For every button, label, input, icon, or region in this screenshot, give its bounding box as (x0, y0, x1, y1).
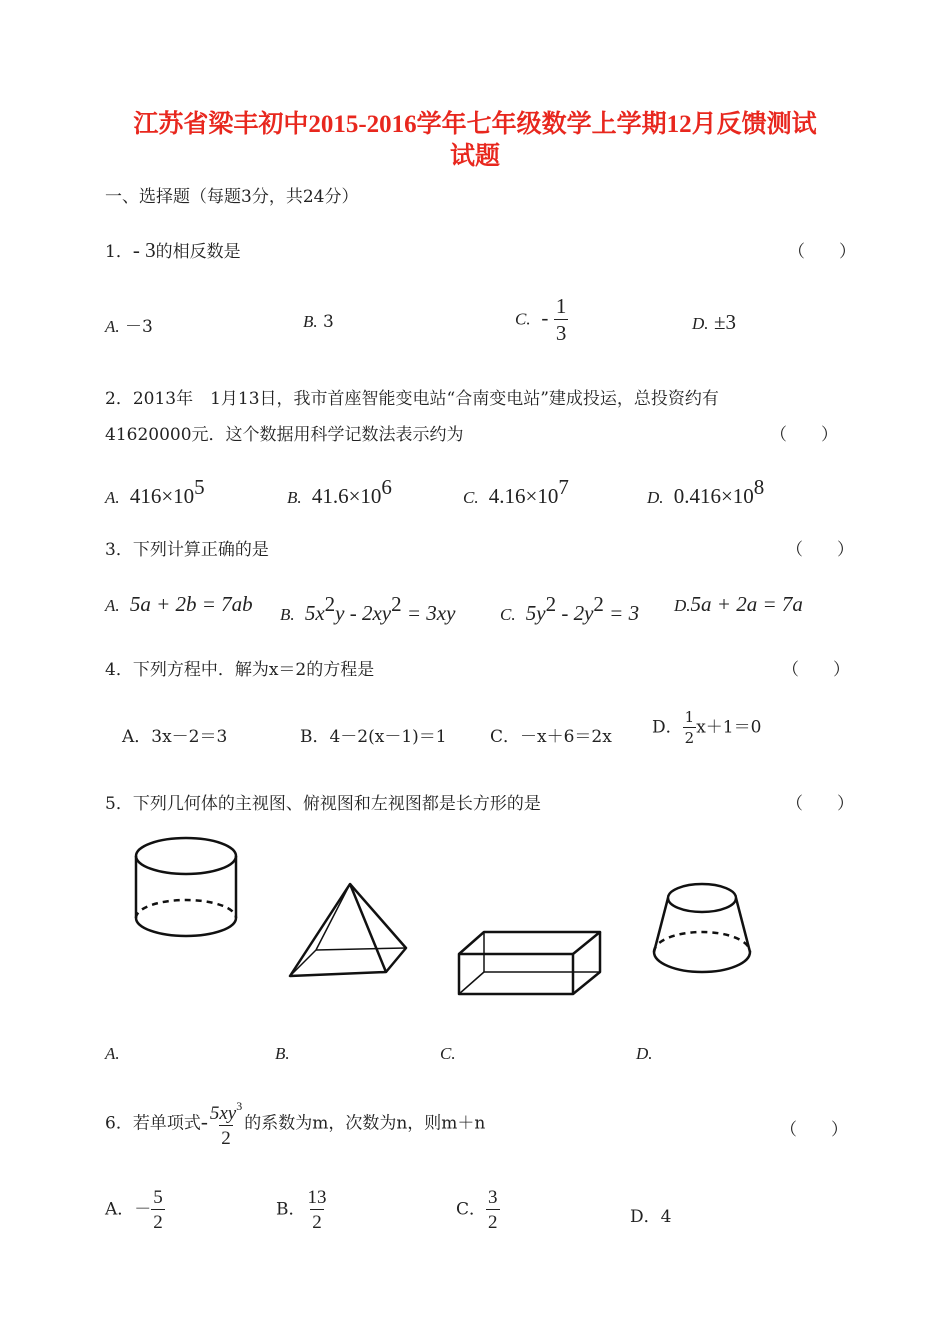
q6-answer-paren: （ ） (780, 1120, 848, 1140)
q6-option-b: B． $\frac{13}{2}$ (276, 1187, 327, 1233)
pyramid-figure (284, 878, 416, 982)
q4-option-c: C．－x＋6＝2x (490, 727, 612, 747)
cuboid-figure (454, 926, 606, 1000)
q6-option-c: C． $\frac{3}{2}$ (456, 1187, 498, 1233)
q6-option-d: D．4 (630, 1207, 672, 1227)
section-heading: 一、选择题（每题3分，共24分） (105, 187, 359, 207)
cylinder-figure (128, 832, 244, 944)
q3-option-d: D.5a + 2a = 7a (674, 592, 803, 616)
question-1 (105, 237, 241, 263)
q3-text: 3．下列计算正确的是 (105, 540, 269, 560)
q1-option-a: A. －3 (105, 317, 153, 337)
q2-answer-paren: （ ） (770, 425, 838, 445)
q1-neg3: - 3 (132, 238, 156, 262)
q1-option-c: C. - $\frac{1}{3}$ (515, 294, 567, 345)
document-title-line1: 江苏省梁丰初中2015-2016学年七年级数学上学期12月反馈测试 (133, 111, 817, 138)
q1-option-d: D. ±3 (692, 310, 736, 334)
q1-option-b: B. 3 (303, 312, 334, 332)
q2-option-c: C. $4.16\times 10^7$ (463, 475, 569, 508)
q5-label-b: B. (275, 1044, 290, 1063)
q5-answer-paren: （ ） (786, 794, 854, 814)
q4-answer-paren: （ ） (782, 660, 850, 680)
q2-option-d: D. $0.416\times 10^8$ (647, 475, 765, 508)
document-title-line2: 试题 (449, 143, 500, 170)
q4-text: 4．下列方程中．解为x＝2的方程是 (105, 660, 375, 680)
q2-option-a: A. $416\times 10^5$ (105, 475, 205, 508)
q1-number: 1． (105, 242, 133, 262)
q2-option-b: B. $41.6\times 10^6$ (287, 475, 392, 508)
q1-text: 的相反数是 (155, 242, 241, 262)
frustum-figure (648, 878, 758, 982)
q1-answer-paren: （ ） (788, 242, 856, 262)
q4-option-a: A．3x－2＝3 (122, 727, 228, 747)
q4-option-d: D． $\frac{1}{2}$ x＋1＝0 (652, 708, 762, 747)
question-6: 6．若单项式- $\frac{5xy^3}{2}$ 的系数为m，次数为n，则m＋n (105, 1099, 486, 1149)
q5-label-a: A. (105, 1044, 120, 1063)
q3-option-a: A. 5a + 2b = 7ab (105, 592, 253, 616)
q5-text: 5．下列几何体的主视图、俯视图和左视图都是长方形的是 (105, 794, 541, 814)
q2-text-line1: 2．2013年 1月13日，我市首座智能变电站“合南变电站”建成投运，总投资约有 (105, 389, 719, 409)
q3-answer-paren: （ ） (786, 540, 854, 560)
q2-text-line2: 41620000元．这个数据用科学记数法表示约为 (105, 425, 464, 445)
q5-label-d: D. (636, 1044, 653, 1063)
q3-option-c: C. $5y^2 - 2y^2 = 3$ (500, 592, 640, 625)
q6-option-a: A．－ $\frac{5}{2}$ (105, 1187, 163, 1233)
q4-option-b: B．4－2(x－1)＝1 (300, 727, 447, 747)
q3-option-b: B. $5x^2y - 2xy^2 = 3xy$ (280, 592, 456, 625)
q5-label-c: C. (440, 1044, 456, 1063)
